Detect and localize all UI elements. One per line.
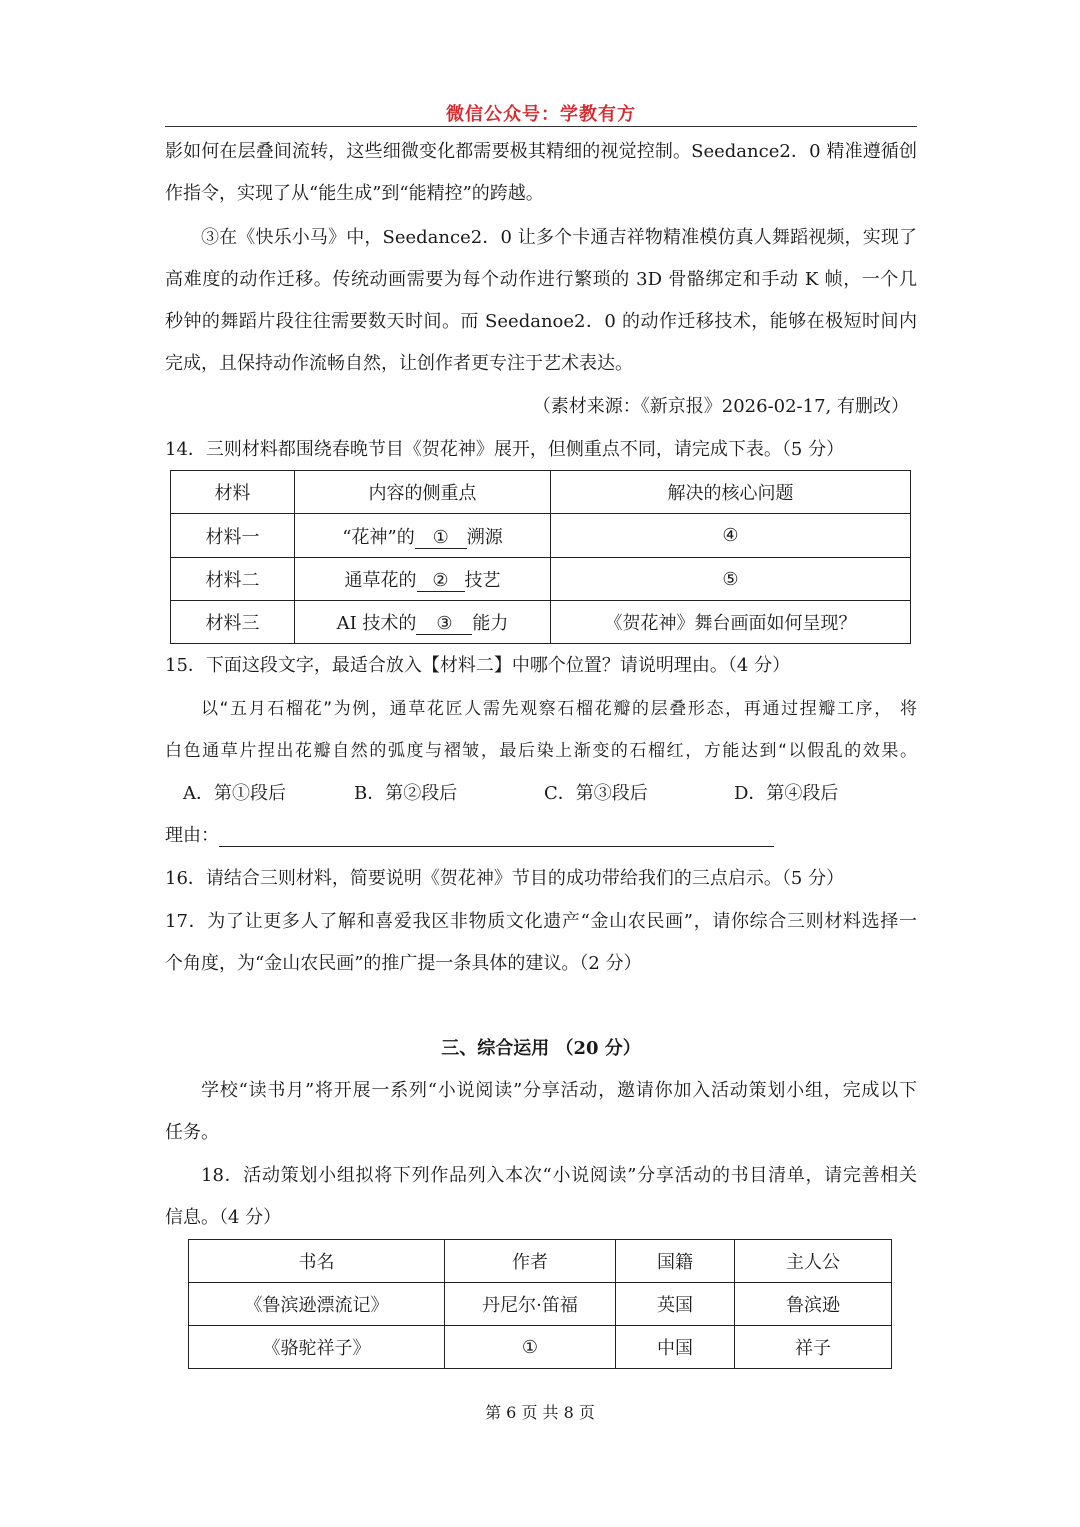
question-18-cont: 信息。（4 分） <box>165 1207 282 1228</box>
table-cell <box>295 514 551 558</box>
table-row <box>171 514 911 558</box>
question-16: 16．请结合三则材料，简要说明《贺花神》节目的成功带给我们的三点启示。（5 分） <box>165 868 845 889</box>
table-cell: 丹尼尔·笛福 <box>445 1283 616 1326</box>
table-header-cell: 材料 <box>171 471 295 514</box>
cell-text: 技艺 <box>464 570 501 591</box>
question-15: 15．下面这段文字，最适合放入【材料二】中哪个位置？请说明理由。（4 分） <box>165 655 791 676</box>
option-b[interactable]: B．第②段后 <box>354 783 458 804</box>
reason-answer-line[interactable] <box>219 846 774 847</box>
table-cell: 鲁滨逊 <box>735 1283 892 1326</box>
table-header-cell: 主人公 <box>735 1240 892 1283</box>
text-line: 高难度的动作迁移。传统动画需要为每个动作进行繁琐的 3D 骨骼绑定和手动 K 帧，一个几 <box>165 269 917 290</box>
option-a[interactable]: A．第①段后 <box>183 783 286 804</box>
table-header-row <box>171 471 911 514</box>
table-header-cell: 内容的侧重点 <box>295 471 551 514</box>
table-q18 <box>188 1239 892 1369</box>
passage-line: 以“五月石榴花”为例，通草花匠人需先观察石榴花瓣的层叠形态，再通过捏瓣工序， 将 <box>201 699 917 719</box>
text-line: 影如何在层叠间流转，这些细微变化都需要极其精细的视觉控制。Seedance2．0 精准遵循创 <box>165 141 917 162</box>
cell-text: “花神”的 <box>342 526 415 548</box>
table-header-cell: 书名 <box>189 1240 445 1283</box>
text-line: 完成，且保持动作流畅自然，让创作者更专注于艺术表达。 <box>165 353 633 374</box>
table-cell: 祥子 <box>735 1326 892 1369</box>
text-line: 学校“读书月”将开展一系列“小说阅读”分享活动，邀请你加入活动策划小组，完成以下 <box>201 1080 917 1101</box>
page-header-title: 微信公众号：学教有方 <box>446 104 636 125</box>
table-row <box>171 558 911 601</box>
passage-line: 白色通草片捏出花瓣自然的弧度与褶皱，最后染上渐变的石榴红，方能达到“以假乱的效果。 <box>165 741 917 761</box>
option-c[interactable]: C．第③段后 <box>544 783 648 804</box>
question-18: 18．活动策划小组拟将下列作品列入本次“小说阅读”分享活动的书目清单，请完善相关 <box>201 1165 917 1186</box>
table-cell: 材料三 <box>171 601 295 644</box>
table-header-cell: 解决的核心问题 <box>551 471 911 514</box>
text-line: 任务。 <box>165 1122 219 1143</box>
table-row <box>189 1283 892 1326</box>
table-cell: 《骆驼祥子》 <box>189 1326 445 1369</box>
table-header-row <box>189 1240 892 1283</box>
table-cell: ④ <box>551 514 911 558</box>
table-cell: 材料一 <box>171 514 295 558</box>
reason-label: 理由： <box>165 825 219 846</box>
table-header-cell: 作者 <box>445 1240 616 1283</box>
table-cell <box>295 601 551 644</box>
cell-text: 能力 <box>472 613 509 634</box>
table-cell: 《贺花神》舞台画面如何呈现？ <box>551 601 911 644</box>
table-cell[interactable]: ① <box>445 1326 616 1369</box>
table-cell <box>295 558 551 601</box>
table-row <box>171 601 911 644</box>
table-cell: 材料二 <box>171 558 295 601</box>
table-q14 <box>170 470 911 644</box>
cell-text: 溯源 <box>466 526 503 548</box>
table-cell: 《鲁滨逊漂流记》 <box>189 1283 445 1326</box>
option-d[interactable]: D．第④段后 <box>734 783 839 804</box>
text-line: 秒钟的舞蹈片段往往需要数天时间。而 Seedanoe2．0 的动作迁移技术，能够在极短时间内 <box>165 311 917 332</box>
text-line: ③在《快乐小马》中，Seedance2．0 让多个卡通吉祥物精准模仿真人舞蹈视频，实现了 <box>201 227 917 248</box>
table-cell: 英国 <box>616 1283 735 1326</box>
table-row <box>189 1326 892 1369</box>
text-line: 作指令，实现了从“能生成”到“能精控”的跨越。 <box>165 183 544 204</box>
table-cell: 中国 <box>616 1326 735 1369</box>
fill-blank[interactable]: ① <box>415 527 467 549</box>
header-rule <box>165 126 917 127</box>
section-title: 三、综合运用 （20 分） <box>441 1038 641 1059</box>
table-cell: ⑤ <box>551 558 911 601</box>
fill-blank[interactable]: ② <box>417 570 465 592</box>
question-14: 14．三则材料都围绕春晚节目《贺花神》展开，但侧重点不同，请完成下表。（5 分） <box>165 439 845 460</box>
page-footer: 第 6 页 共 8 页 <box>485 1403 595 1422</box>
question-17: 17．为了让更多人了解和喜爱我区非物质文化遗产“金山农民画”，请你综合三则材料选择一 <box>165 911 917 932</box>
fill-blank[interactable]: ③ <box>416 613 472 635</box>
cell-text: 通草花的 <box>344 570 417 591</box>
table-header-cell: 国籍 <box>616 1240 735 1283</box>
cell-text: AI 技术的 <box>336 613 417 634</box>
question-17-cont: 个角度，为“金山农民画”的推广提一条具体的建议。（2 分） <box>165 953 642 974</box>
source-citation: （素材来源：《新京报》2026-02-17, 有删改） <box>532 396 909 417</box>
